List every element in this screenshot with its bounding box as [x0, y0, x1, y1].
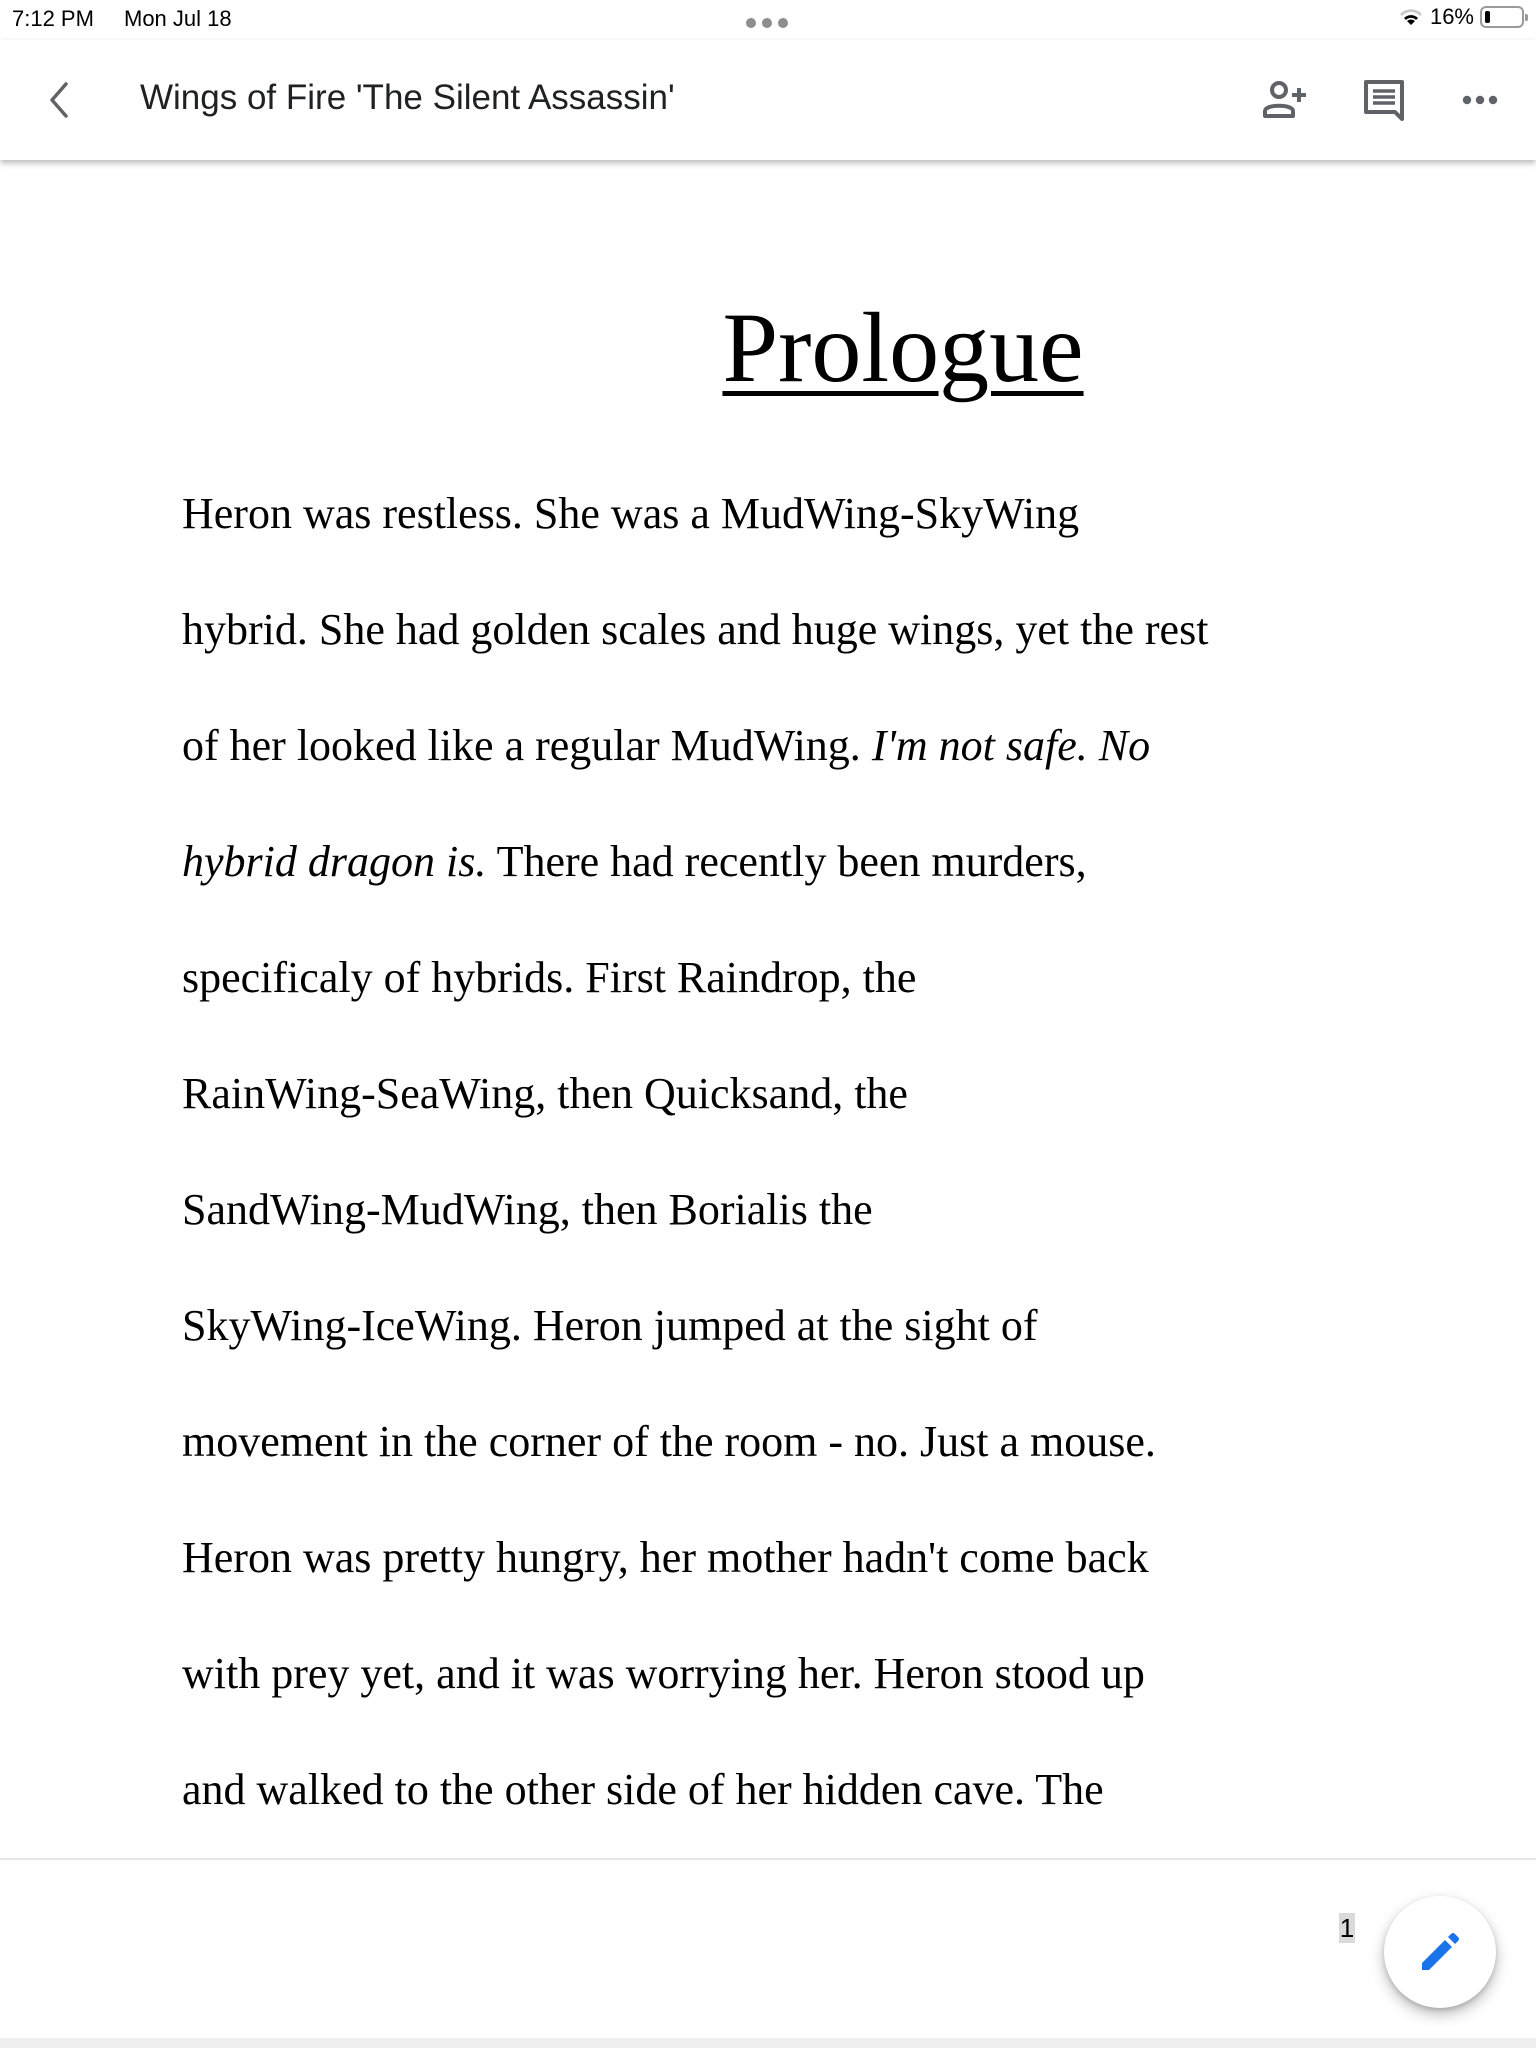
comments-button[interactable] [1358, 74, 1410, 126]
italic-text: I'm not safe. No [871, 721, 1151, 770]
text-line: hybrid. She had golden scales and huge wings, yet the rest [182, 605, 1209, 654]
battery-percent: 16% [1429, 4, 1474, 29]
document-title: Wings of Fire 'The Silent Assassin' [140, 78, 675, 117]
battery-icon [1480, 6, 1524, 28]
status-indicators [1398, 4, 1524, 30]
text-line: of her looked like a regular MudWing. I'm not safe. No [182, 721, 1151, 770]
wifi-icon [1398, 7, 1424, 27]
italic-text: hybrid dragon is. [182, 837, 487, 886]
edit-fab-button[interactable] [1384, 1896, 1496, 2008]
share-button[interactable] [1260, 74, 1312, 126]
status-date: Mon Jul 18 [124, 6, 232, 31]
text-line: hybrid dragon is. There had recently been murders, [182, 837, 1087, 886]
text-line: SandWing-MudWing, then Borialis the [182, 1185, 873, 1234]
heading-text: Prologue [722, 292, 1084, 403]
text-line: Heron was restless. She was a MudWing-SkyWing [182, 489, 1080, 538]
document-heading [0, 290, 1536, 405]
status-bar [0, 0, 1536, 40]
text-line: specificaly of hybrids. First Raindrop, the [182, 953, 917, 1002]
text-line: SkyWing-IceWing. Heron jumped at the sight of [182, 1301, 1038, 1350]
document-body [182, 486, 1382, 1858]
text-line: Heron was pretty hungry, her mother hadn't come back [182, 1533, 1149, 1582]
back-button[interactable] [40, 78, 80, 122]
document-canvas[interactable] [0, 160, 1536, 1858]
text-line: movement in the corner of the room - no. Just a mouse. [182, 1417, 1156, 1466]
chevron-left-icon [40, 78, 80, 122]
person-add-icon [1262, 80, 1310, 120]
app-bar [0, 40, 1536, 160]
text-line: with prey yet, and it was worrying her. Heron stood up [182, 1649, 1145, 1698]
more-options-button[interactable] [1454, 74, 1506, 126]
page-number: 1 [1339, 1913, 1355, 1943]
comment-icon [1362, 79, 1406, 121]
home-indicator-area [0, 2038, 1536, 2048]
more-horizontal-icon [1462, 94, 1498, 106]
multitasking-dots-icon[interactable] [746, 18, 788, 28]
page-divider [0, 1858, 1536, 1860]
pencil-icon [1418, 1930, 1462, 1974]
status-time: 7:12 PM [12, 6, 94, 31]
text-line: and walked to the other side of her hidden cave. The [182, 1765, 1104, 1814]
text-line: RainWing-SeaWing, then Quicksand, the [182, 1069, 908, 1118]
